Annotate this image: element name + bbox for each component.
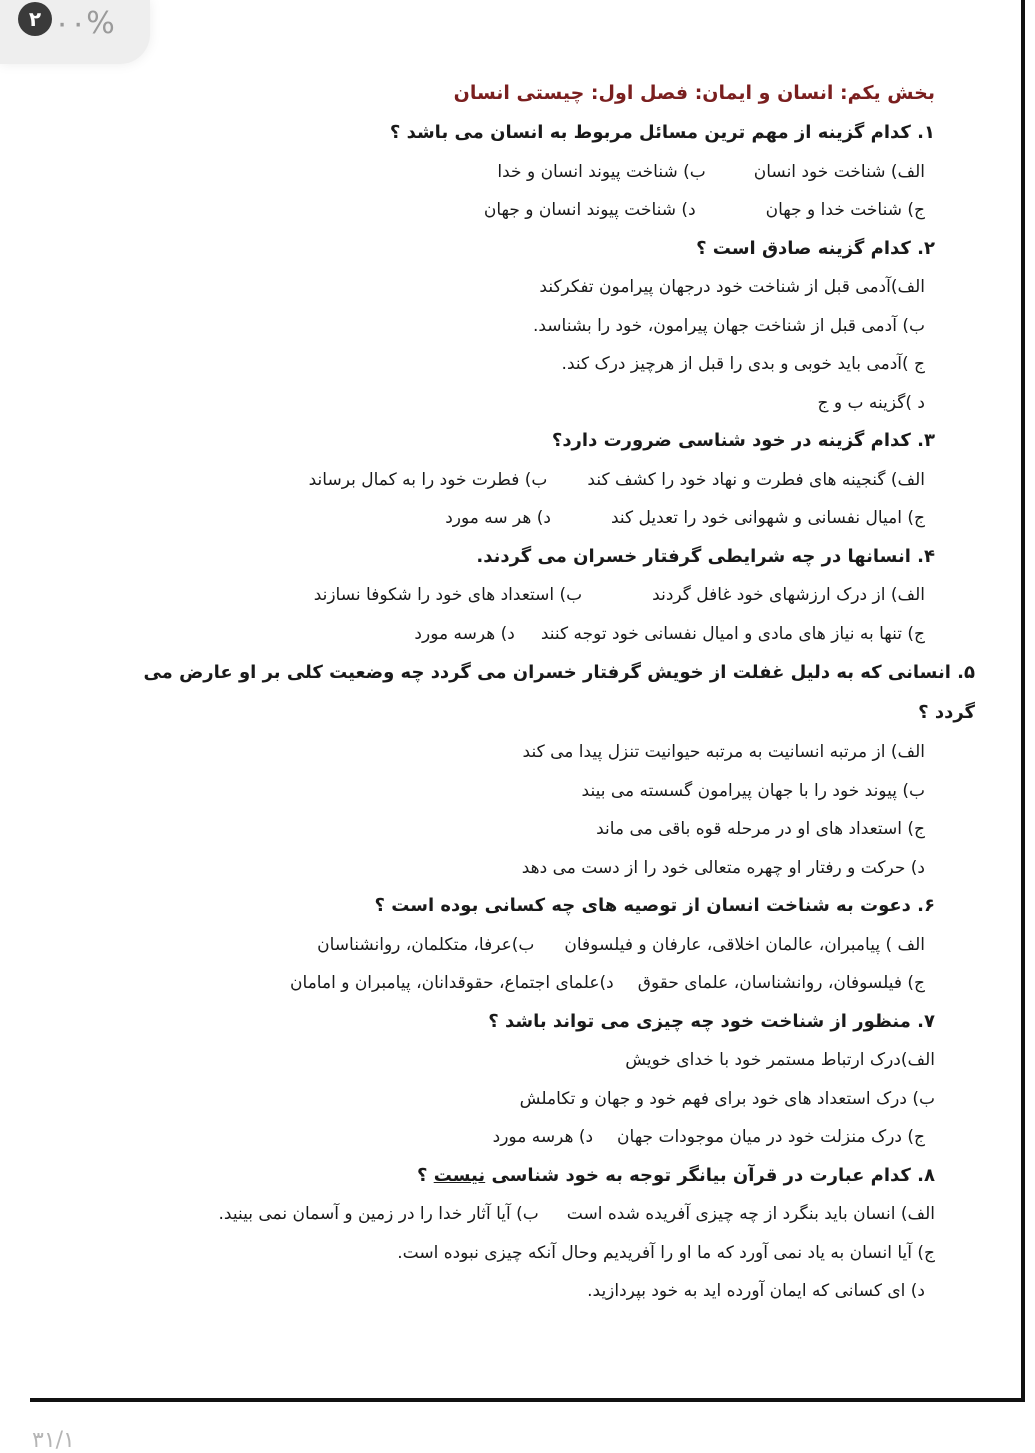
question-5: ۵. انسانی که به دلیل غفلت از خویش گرفتار خسران می گردد چه وضعیت کلی بر او عارض می گردد ؟ [143,662,975,723]
question-6: ۶. دعوت به شناخت انسان از توصیه های چه کسانی بوده است ؟ [374,895,935,916]
page-border-bottom [30,1398,1025,1402]
option: الف)درک ارتباط مستمر خود با خدای خویش [625,1050,935,1070]
option: د)علمای اجتماع، حقوقدانان، پیامبران و امامان [290,973,614,993]
page-border-right [1021,0,1025,1402]
option: ب) آدمی قبل از شناخت جهان پیرامون، خود را بشناسد. [532,315,925,336]
option: ج )آدمی باید خوبی و بدی را قبل از هرچیز درک کند. [561,354,925,374]
option: ب) درک استعداد های خود برای فهم خود و جهان و تکاملش [519,1088,935,1109]
option: ج) استعداد های او در مرحله قوه باقی می ماند [596,819,925,839]
option: الف) گنجینه های فطرت و نهاد خود را کشف کند [587,469,925,490]
option: ج) آیا انسان به یاد نمی آورد که ما او را آفریدیم وحال آنکه چیزی نبوده است. [397,1242,935,1263]
question-8-mark: ؟ [416,1164,428,1186]
question-8 [110,1157,935,1196]
question-3-options-row-1 [110,461,935,500]
option: ج) فیلسوفان، روانشناسان، علمای حقوق [637,973,925,993]
question-2: ۲. کدام گزینه صادق است ؟ [696,237,935,259]
question-7-options-row-3 [110,1118,935,1157]
question-4-options-row-2 [110,615,935,654]
question-6-options-row-2 [110,964,935,1003]
option: ج) تنها به نیاز های مادی و امیال نفسانی خود توجه کنند [540,623,925,644]
zoom-indicator [0,0,150,64]
option: ب)عرفا، متکلمان، روانشناسان [317,934,535,955]
option: ب) آیا آثار خدا را در زمین و آسمان نمی بینید. [218,1204,539,1224]
option: ج) شناخت خدا و جهان [765,200,925,220]
question-1: ۱. کدام گزینه از مهم ترین مسائل مربوط به انسان می باشد ؟ [389,122,935,143]
option: د) هرسه مورد [492,1127,594,1147]
section-title: بخش یکم: انسان و ایمان: فصل اول: چیستی انسان [453,82,935,104]
question-1-options-row-2 [110,191,935,230]
option: الف) از درک ارزشهای خود غافل گردند [652,585,925,605]
option: ج) درک منزلت خود در میان موجودات جهان [617,1127,925,1147]
question-1-options-row-1 [110,153,935,192]
question-8-options-row-1 [0,1195,935,1234]
option: د )گزینه ب و ج [817,392,925,413]
option: د) شناخت پیوند انسان و جهان [483,200,696,220]
option: د) ای کسانی که ایمان آورده اید به خود بپردازید. [587,1281,925,1301]
option: الف) انسان باید بنگرد از چه چیزی آفریده شده است [566,1204,935,1224]
zoom-circle: ۲ [18,2,52,36]
option: د) حرکت و رفتار او چهره متعالی خود را از دست می دهد [521,857,925,878]
question-3-options-row-2 [110,499,935,538]
option: الف) شناخت خود انسان [753,161,925,182]
question-4: ۴. انسانها در چه شرایطی گرفتار خسران می گردند. [476,545,935,567]
option: د) هر سه مورد [445,508,551,528]
option: الف ) پیامبران، عالمان اخلاقی، عارفان و فیلسوفان [564,934,925,955]
option: ب) فطرت خود را به کمال برساند [308,469,548,490]
question-3: ۳. کدام گزینه در خود شناسی ضرورت دارد؟ [551,430,935,451]
option: ب) پیوند خود را با جهان پیرامون گسسته می بیند [581,780,925,801]
question-8-text: ۸. کدام عبارت در قرآن بیانگر توجه به خود شناسی [491,1164,935,1186]
document-body [110,72,975,1311]
option: ب) استعداد های خود را شکوفا نسازند [313,585,583,605]
page-number: ۳۱/۱ [32,1428,75,1453]
option: د) هرسه مورد [414,623,515,644]
option: الف) از مرتبه انسانیت به مرتبه حیوانیت تنزل پیدا می کند [522,742,925,762]
option: ب) شناخت پیوند انسان و خدا [497,161,706,182]
option: ج) امیال نفسانی و شهوانی خود را تعدیل کند [610,508,925,528]
question-4-options-row-1 [110,576,935,615]
question-6-options-row-1 [110,926,935,965]
option: الف)آدمی قبل از شناخت خود درجهان پیرامون تفکرکند [539,277,925,297]
zoom-text: ۰۰% [54,6,115,41]
question-7: ۷. منظور از شناخت خود چه چیزی می تواند باشد ؟ [488,1010,935,1032]
question-8-negation: نیست [433,1164,486,1186]
